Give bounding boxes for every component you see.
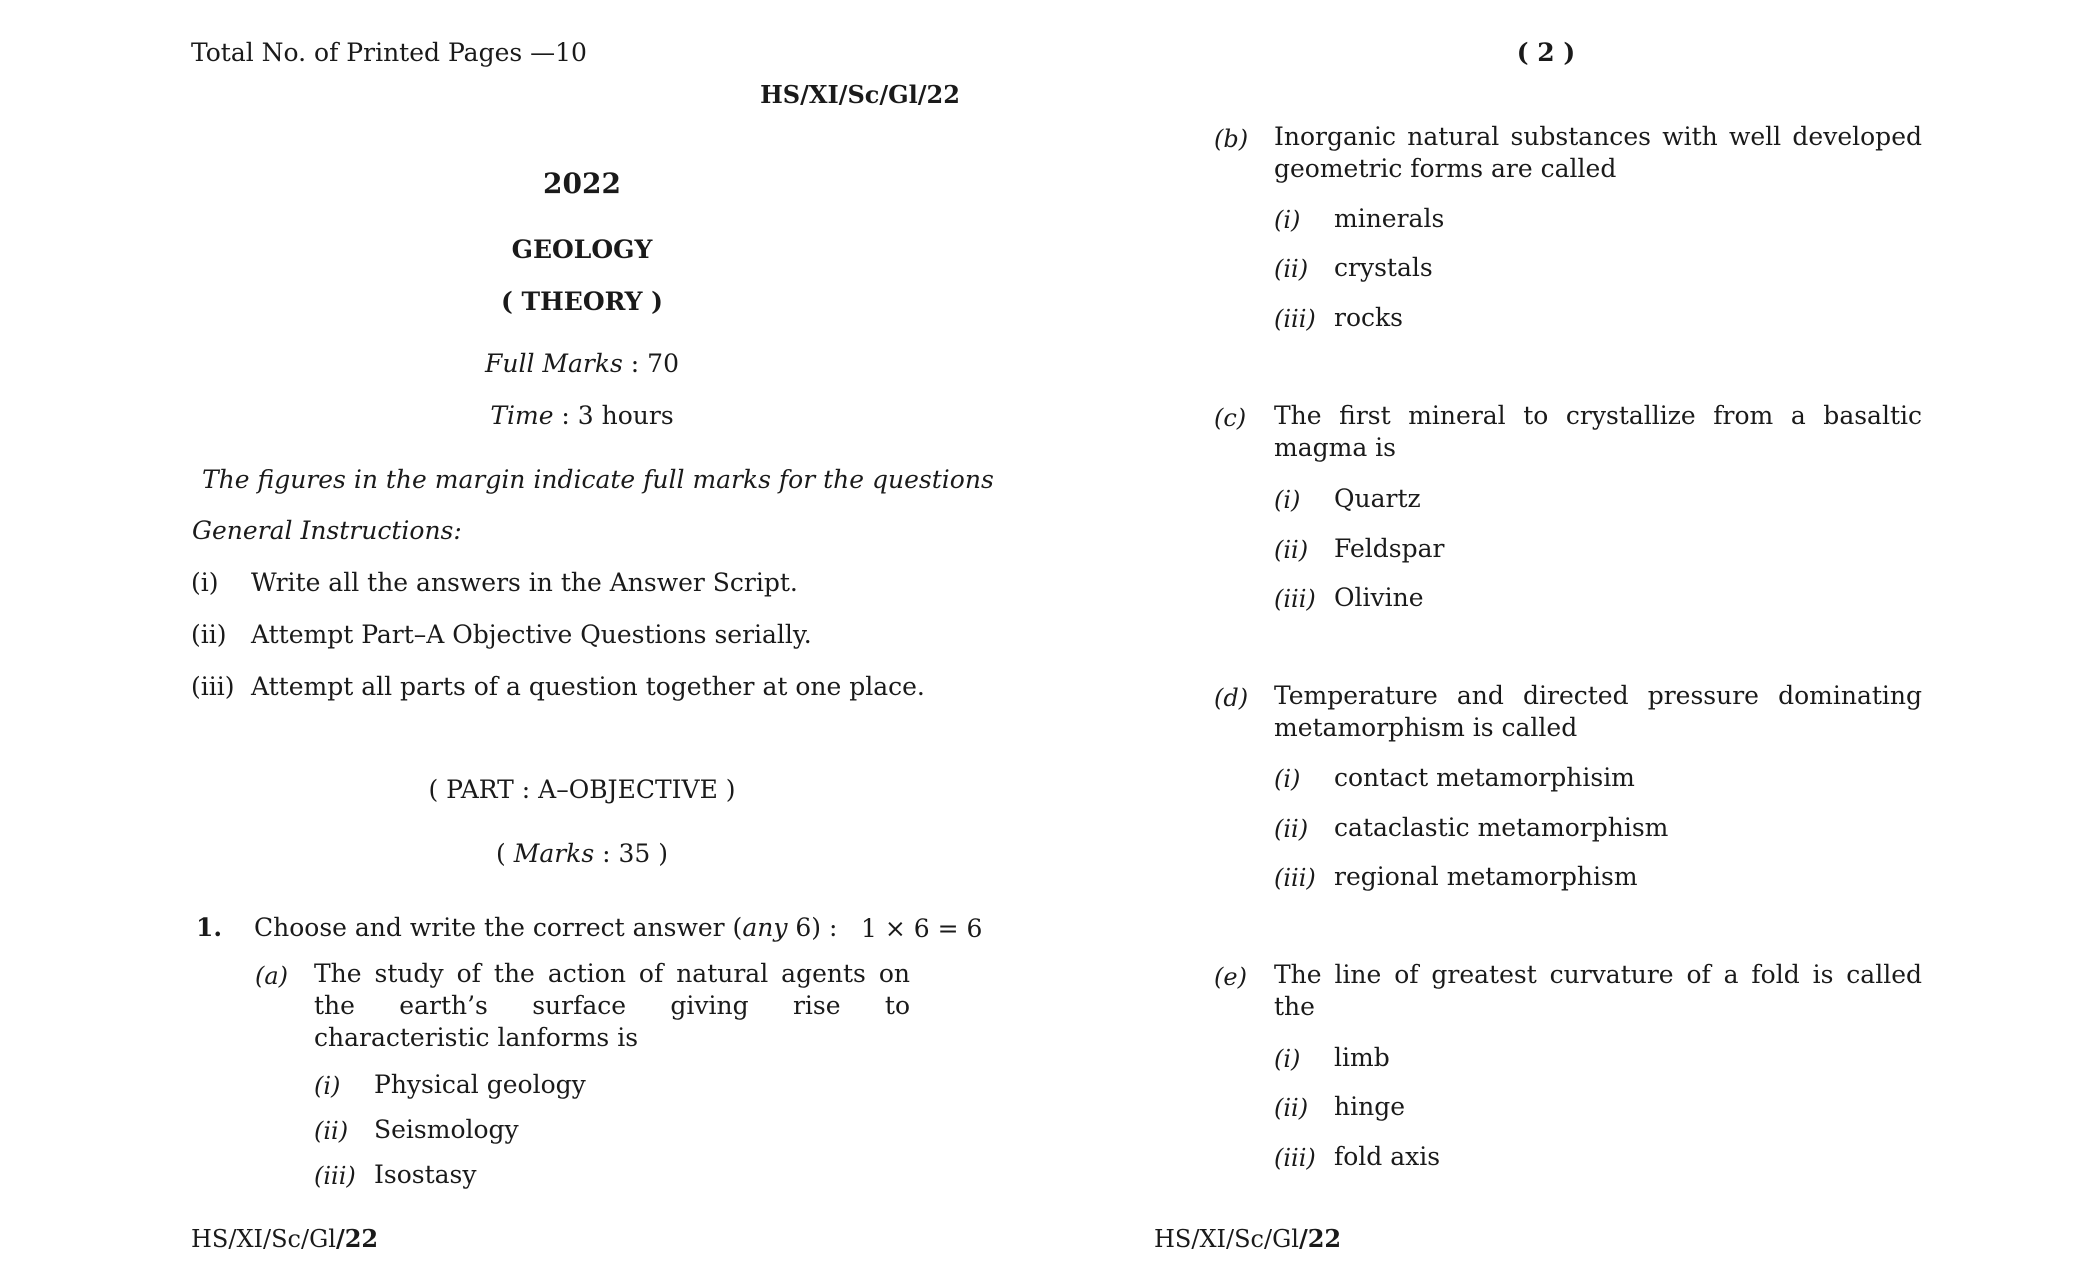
- instruction-text: Attempt all parts of a question together at one place.: [251, 672, 925, 701]
- option-number: (iii): [1274, 305, 1316, 333]
- option-number: (ii): [1274, 255, 1309, 283]
- option-number: (iii): [1274, 1144, 1316, 1172]
- margin-note: The figures in the margin indicate full marks for the questions: [202, 465, 994, 494]
- full-marks: Full Marks : 70: [485, 349, 679, 378]
- paper-type: ( THEORY ): [501, 287, 663, 316]
- part-title: ( PART : A–OBJECTIVE ): [428, 775, 736, 804]
- subquestion-text: Temperature and directed pressure dominating metamorphism is called: [1274, 681, 1922, 742]
- option-text: Quartz: [1334, 484, 1421, 513]
- option-number: (ii): [1274, 536, 1309, 564]
- option-text: Feldspar: [1334, 534, 1445, 563]
- subquestion-label: (d): [1214, 684, 1249, 712]
- option-text: regional metamorphism: [1334, 862, 1638, 891]
- instruction-number: (ii): [191, 620, 227, 649]
- instruction-text: Write all the answers in the Answer Script.: [251, 568, 798, 597]
- option-number: (ii): [1274, 815, 1309, 843]
- option-text: fold axis: [1334, 1142, 1441, 1171]
- option-number: (iii): [1274, 585, 1316, 613]
- option-text: contact metamorphisim: [1334, 763, 1635, 792]
- subquestion-label: (b): [1214, 125, 1249, 153]
- option-number: (i): [1274, 765, 1301, 793]
- question-number: 1.: [196, 913, 223, 942]
- subquestion-label: (a): [255, 962, 289, 990]
- instruction-number: (iii): [191, 672, 235, 701]
- subquestion-text: The line of greatest curvature of a fold is called the: [1274, 960, 1922, 1021]
- option-text: Seismology: [374, 1115, 519, 1144]
- option-text: limb: [1334, 1043, 1390, 1072]
- subquestion-text: The first mineral to crystallize from a basaltic magma is: [1274, 401, 1922, 462]
- subject-title: GEOLOGY: [511, 235, 653, 264]
- part-marks: ( Marks : 35 ): [496, 839, 668, 868]
- footer-code: HS/XI/Sc/Gl/22: [191, 1224, 379, 1253]
- footer-code: HS/XI/Sc/Gl/22: [1154, 1224, 1342, 1253]
- option-number: (iii): [314, 1162, 356, 1190]
- subquestion-text: Inorganic natural substances with well developed geometric forms are called: [1274, 122, 1922, 183]
- instructions-heading: General Instructions:: [192, 516, 462, 545]
- exam-year: 2022: [543, 167, 621, 200]
- page-number: ( 2 ): [1516, 38, 1576, 67]
- option-text: Physical geology: [374, 1070, 586, 1099]
- option-number: (i): [314, 1072, 341, 1100]
- exam-time: Time : 3 hours: [490, 401, 674, 430]
- subquestion-label: (c): [1214, 404, 1247, 432]
- option-text: cataclastic metamorphism: [1334, 813, 1669, 842]
- instruction-number: (i): [191, 568, 219, 597]
- total-pages: Total No. of Printed Pages —10: [191, 38, 587, 67]
- option-text: hinge: [1334, 1092, 1405, 1121]
- option-number: (i): [1274, 206, 1301, 234]
- option-number: (ii): [1274, 1094, 1309, 1122]
- option-text: minerals: [1334, 204, 1445, 233]
- option-number: (ii): [314, 1117, 349, 1145]
- question-marks: 1 × 6 = 6: [861, 914, 983, 943]
- subquestion-text: The study of the action of natural agents on the earth’s surface giving rise to characteristic lanforms is: [314, 959, 910, 1052]
- option-text: rocks: [1334, 303, 1403, 332]
- question-instruction: Choose and write the correct answer (any 6) :: [254, 913, 838, 942]
- paper-code: HS/XI/Sc/Gl/22: [760, 80, 960, 109]
- option-number: (i): [1274, 1045, 1301, 1073]
- option-number: (iii): [1274, 864, 1316, 892]
- page-right: [1050, 0, 2100, 1275]
- option-number: (i): [1274, 486, 1301, 514]
- option-text: Isostasy: [374, 1160, 477, 1189]
- instruction-text: Attempt Part–A Objective Questions serially.: [251, 620, 812, 649]
- option-text: Olivine: [1334, 583, 1424, 612]
- subquestion-label: (e): [1214, 963, 1247, 991]
- option-text: crystals: [1334, 253, 1433, 282]
